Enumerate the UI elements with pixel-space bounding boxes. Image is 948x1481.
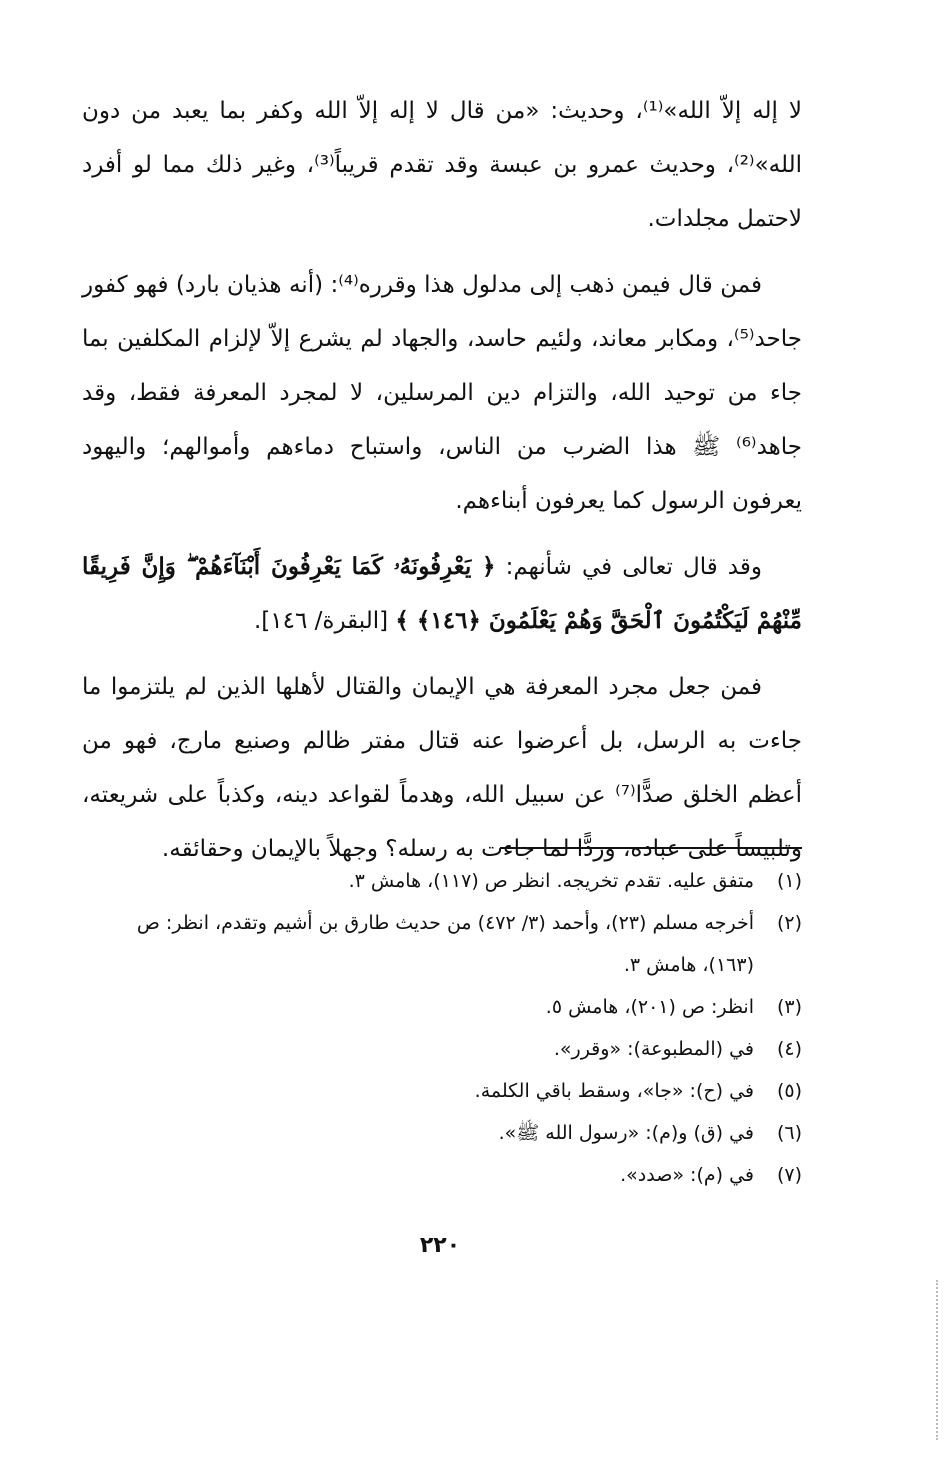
footnote-number: (٣) — [776, 996, 802, 1018]
paragraph-1: لا إله إلاّ الله»⁽¹⁾، وحديث: «من قال لا إله إلاّ الله وكفر بما يعبد من دون الله»⁽²⁾، وحديث عمرو بن عبسة وقد تقدم قريباً⁽³⁾، وغير ذلك مما لو أفرد لاحتمل مجلدات. — [82, 98, 802, 232]
footnote-divider — [500, 847, 802, 849]
paragraph-3: فمن جعل مجرد المعرفة هي الإيمان والقتال لأهلها الذين لم يلتزموا ما جاءت به الرسل، بل أعرضوا عنه قتال مفتر ظالم وصنيع مارج، فهو من أعظم الخلق صدًّا⁽⁷⁾ عن سبيل الله، وهدماً لقواعد دينه، وكذباً على شريعته، وتلبيساً على عباده، وردًّا لما جاءت به رسله؟ وجهلاً بالإيمان وحقائقه. — [82, 674, 803, 862]
footnote-number: (٥) — [776, 1080, 802, 1102]
paragraph-2: فمن قال فيمن ذهب إلى مدلول هذا وقرره⁽⁴⁾: (أنه هذيان بارد) فهو كفور جاحد⁽⁵⁾، ومكابر معاند، ولئيم حاسد، والجهاد لم يشرع إلاّ لإلزام المكلفين بما جاء من توحيد الله، والتزام دين المرسلين، لا لمجرد المعرفة فقط، وقد جاهد⁽⁶⁾ ﷺ هذا الضرب من الناس، واستباح دماءهم وأموالهم؛ واليهود يعرفون الرسول كما يعرفون أبناءهم. — [82, 272, 802, 514]
footnote-item — [82, 1028, 802, 1070]
quran-paragraph — [82, 540, 802, 648]
footnote-number: (٦) — [776, 1122, 802, 1144]
quran-verse: ﴿ يَعْرِفُونَهُۥ كَمَا يَعْرِفُونَ أَبْنَآءَهُمْ ۖ وَإِنَّ فَرِيقًا مِّنْهُمْ لَيَكْتُمُونَ ٱلْحَقَّ وَهُمْ يَعْلَمُونَ ﴿١٤٦﴾ ﴾ — [82, 553, 802, 634]
footnote-item — [82, 902, 802, 986]
main-text — [82, 84, 802, 876]
footnote-number: (٢) — [776, 912, 802, 934]
footnote-number: (١) — [776, 870, 802, 892]
footnote-text: في (ح): «جا»، وسقط باقي الكلمة. — [474, 1080, 754, 1102]
footnote-text: في (م): «صدد». — [620, 1164, 754, 1186]
page-number: ٢٢٠ — [419, 1233, 461, 1258]
footnote-text: في (ق) و(م): «رسول الله ﷺ». — [498, 1122, 754, 1144]
quran-intro: وقد قال تعالى في شأنهم: — [495, 554, 762, 580]
footnote-number: (٤) — [776, 1038, 802, 1060]
footnote-text: متفق عليه. تقدم تخريجه. انظر ص (١١٧)، هامش ٣. — [348, 870, 754, 892]
footnote-number: (٧) — [776, 1164, 802, 1186]
footnote-item — [82, 860, 802, 902]
footnote-item — [82, 1070, 802, 1112]
footnote-text: في (المطبوعة): «وقرر». — [553, 1038, 754, 1060]
quran-reference: [البقرة/ ١٤٦]. — [253, 608, 396, 634]
footnote-item — [82, 1112, 802, 1154]
footnotes-list — [82, 860, 802, 1196]
footnote-text: أخرجه مسلم (٢٣)، وأحمد (٣/ ٤٧٢) من حديث طارق بن أشيم وتقدم، انظر: ص (١٦٣)، هامش ٣. — [136, 912, 754, 976]
footnote-item — [82, 986, 802, 1028]
footnote-item — [82, 1154, 802, 1196]
scan-edge-artifact — [936, 1280, 940, 1440]
footnote-text: انظر: ص (٢٠١)، هامش ٥. — [545, 996, 754, 1018]
